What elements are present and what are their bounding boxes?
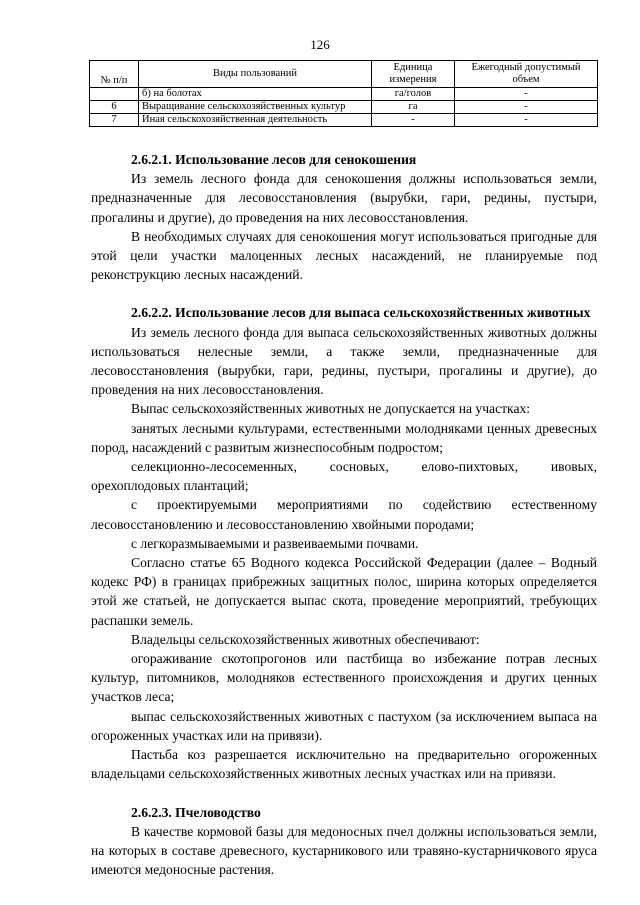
header-volume: Ежегодный допустимый объем	[455, 61, 598, 88]
paragraph: В качестве кормовой базы для медоносных пчел должны использоваться земли, на которых в составе древесного, кустарникового или травяно-кустарничкового яруса имеются медоносные растения.	[91, 823, 597, 878]
list-item: селекционно-лесосеменных, сосновых, елово-пихтовых, ивовых, орехоплодовых плантаций;	[91, 459, 597, 494]
cell-unit: -	[372, 114, 455, 127]
paragraph: Владельцы сельскохозяйственных животных обеспечивают:	[131, 631, 480, 647]
cell-kind: Выращивание сельскохозяйственных культур	[139, 101, 372, 114]
list-item: выпас сельскохозяйственных животных с пастухом (за исключением выпаса на огороженных участках или на привязи).	[91, 708, 597, 743]
cell-volume: -	[455, 88, 598, 101]
document-body	[91, 150, 597, 879]
section-heading: 2.6.2.3. Пчеловодство	[131, 804, 261, 820]
cell-kind: б) на болотах	[139, 88, 372, 101]
header-num: № п/п	[90, 61, 139, 88]
cell-volume: -	[455, 101, 598, 114]
paragraph: Согласно статье 65 Водного кодекса Российской Федерации (далее – Водный кодекс РФ) в границах прибрежных защитных полос, ширина которых определяется этой же статьей, не допускается выпас скота, проведение мероприятий, требующих распашки земель.	[91, 555, 597, 628]
cell-num: 7	[90, 114, 139, 127]
usage-table	[89, 60, 598, 127]
cell-num	[90, 88, 139, 101]
list-item: огораживание скотопрогонов или пастбища во избежание потрав лесных культур, питомников, молодняков естественного происхождения и других ценных участков леса;	[91, 651, 597, 705]
table-row	[90, 114, 598, 127]
cell-volume: -	[455, 114, 598, 127]
cell-kind: Иная сельскохозяйственная деятельность	[139, 114, 372, 127]
cell-unit: га	[372, 101, 455, 114]
paragraph: Пастьба коз разрешается исключительно на предварительно огороженных владельцами сельскохозяйственных животных лесных участках или на привязи.	[91, 747, 597, 782]
paragraph: Из земель лесного фонда для сенокошения должны использоваться земли, предназначенные для лесовосстановления (вырубки, гари, редины, пустыри, прогалины и другие), до проведения на них лесовосстановления.	[91, 171, 597, 225]
list-item: с проектируемыми мероприятиями по содействию естественному лесовосстановлению и лесовосстановлению хвойными породами;	[91, 497, 597, 532]
paragraph: Выпас сельскохозяйственных животных не допускается на участках:	[131, 401, 531, 417]
table-header-row	[90, 61, 598, 88]
page-number: 126	[310, 37, 330, 52]
cell-num: 6	[90, 101, 139, 114]
cell-unit: га/голов	[372, 88, 455, 101]
list-item: с легкоразмываемыми и развеиваемыми почвами.	[131, 535, 419, 551]
section-heading: 2.6.2.1. Использование лесов для сенокошения	[131, 152, 417, 167]
table-row	[90, 101, 598, 114]
paragraph: Из земель лесного фонда для выпаса сельскохозяйственных животных должны использоваться нелесные земли, а также земли, предназначенные для лесовосстановления (вырубки, гари, редины, пустыри, прогалины и другие), до проведения на них лесовосстановления.	[91, 324, 597, 398]
list-item: занятых лесными культурами, естественными молодняками ценных древесных пород, насаждений с развитым жизнеспособным подростом;	[91, 420, 597, 455]
header-unit: Единица измерения	[372, 61, 455, 88]
section-heading: 2.6.2.2. Использование лесов для выпаса сельскохозяйственных животных	[131, 305, 591, 321]
header-kind: Виды пользований	[139, 61, 372, 88]
paragraph: В необходимых случаях для сенокошения могут использоваться пригодные для этой цели участки малоценных лесных насаждений, не планируемые под реконструкцию лесных насаждений.	[91, 228, 597, 283]
table-row	[90, 88, 598, 101]
